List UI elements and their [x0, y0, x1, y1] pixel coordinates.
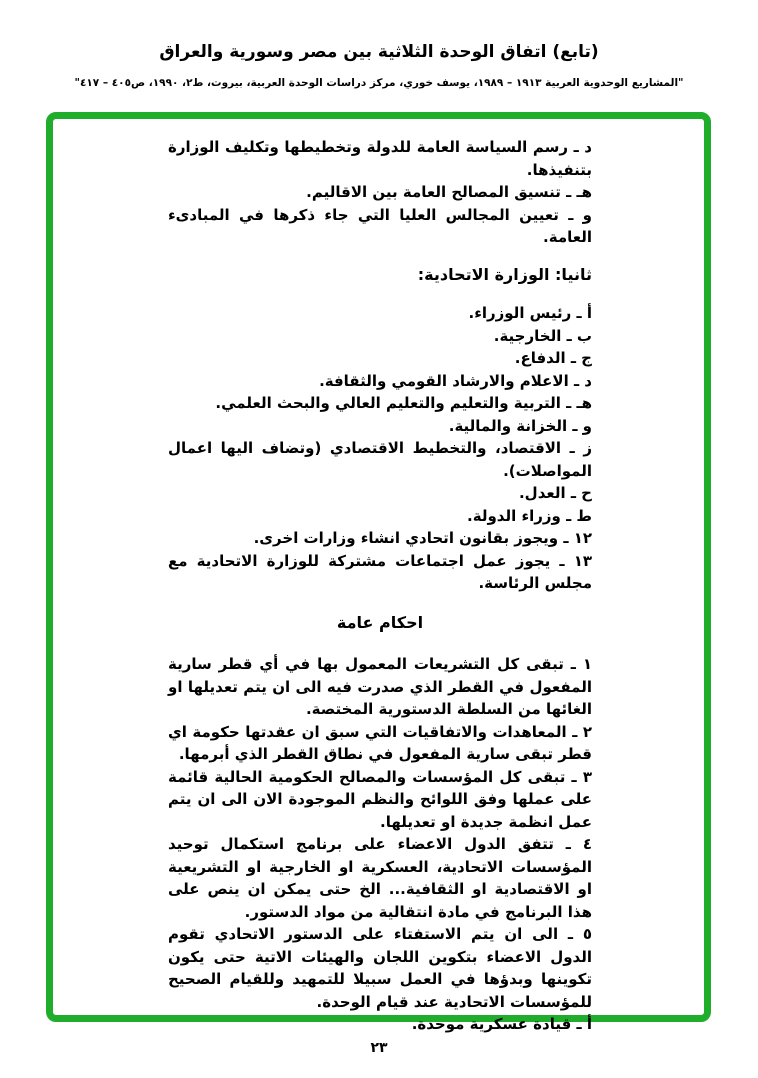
- text-paragraph: ٣ ـ تبقى كل المؤسسات والمصالح الحكومية الحالية قائمة على عملها وفق اللوائح والنظم الموجودة الان الى ان يتم عمل انظمة جديدة او تعديلها.: [168, 767, 592, 831]
- text-paragraph: أ ـ رئيس الوزراء.: [468, 304, 592, 322]
- text-paragraph: ط ـ وزراء الدولة.: [467, 506, 592, 525]
- text-paragraph: ١٢ ـ ويجوز بقانون اتحادي انشاء وزارات اخرى.: [253, 529, 592, 547]
- text-paragraph: ١ ـ تبقى كل التشريعات المعمول بها في أي قطر سارية المفعول في القطر الذي صدرت فيه الى ان يتم تعديلها او الغائها من السلطة الدستورية المختصة.: [168, 655, 592, 718]
- section-heading: ثانيا: الوزارة الاتحادية:: [417, 264, 592, 284]
- text-paragraph: ٢ ـ المعاهدات والاتفاقيات التي سبق ان عقدتها حكومة اي قطر تبقى سارية المفعول في نطاق القطر الذي أبرمها.: [168, 722, 592, 763]
- text-paragraph: هـ ـ التربية والتعليم والتعليم العالي والبحث العلمي.: [215, 394, 592, 412]
- text-paragraph: و ـ الخزانة والمالية.: [448, 416, 592, 435]
- text-paragraph: ز ـ الاقتصاد، والتخطيط الاقتصادي (وتضاف اليها اعمال المواصلات).: [168, 439, 592, 480]
- text-paragraph: ج ـ الدفاع.: [514, 349, 592, 367]
- page-title: (تابع) اتفاق الوحدة الثلاثية بين مصر وسورية والعراق: [159, 42, 599, 62]
- text-paragraph: ب ـ الخارجية.: [493, 326, 592, 345]
- source-citation: "المشاريع الوحدوية العربية ١٩١٣ – ١٩٨٩، يوسف خوري، مركز دراسات الوحدة العربية، بيروت، ط٢، ١٩٩٠، ص٤٠٥ – ٤١٧": [74, 77, 684, 89]
- text-paragraph: هـ ـ تنسيق المصالح العامة بين الاقاليم.: [306, 183, 592, 201]
- document-body: [168, 136, 592, 1036]
- text-paragraph: ح ـ العدل.: [518, 484, 592, 502]
- text-paragraph: ١٣ ـ يجوز عمل اجتماعات مشتركة للوزارة الاتحادية مع مجلس الرئاسة.: [168, 551, 592, 592]
- text-paragraph: و ـ تعيين المجالس العليا التي جاء ذكرها في المبادىء العامة.: [168, 205, 592, 246]
- text-paragraph: د ـ رسم السياسة العامة للدولة وتخطيطها وتكليف الوزارة بتنفيذها.: [168, 138, 592, 179]
- text-paragraph: أ ـ قيادة عسكرية موحدة.: [411, 1015, 592, 1033]
- page-number: ٢٣: [370, 1040, 388, 1056]
- text-paragraph: ٤ ـ تتفق الدول الاعضاء على برنامج استكمال توحيد المؤسسات الاتحادية، العسكرية او الخارجية او التشريعية او الاقتصادية او الثقافية... الخ حتى يمكن ان ينص على هذا البرنامج في مادة انتقالية من مواد الدستور.: [168, 835, 592, 921]
- text-paragraph: ٥ ـ الى ان يتم الاستفتاء على الدستور الاتحادي تقوم الدول الاعضاء بتكوين اللجان والهيئات الاتية حتى يكون تكوينها وبدؤها في العمل سبيلا للتمهيد وللقيام الصحيح للمؤسسات الاتحادية عند قيام الوحدة.: [168, 925, 592, 1011]
- section-heading: احكام عامة: [336, 612, 424, 632]
- text-paragraph: د ـ الاعلام والارشاد القومي والثقافة.: [319, 371, 592, 390]
